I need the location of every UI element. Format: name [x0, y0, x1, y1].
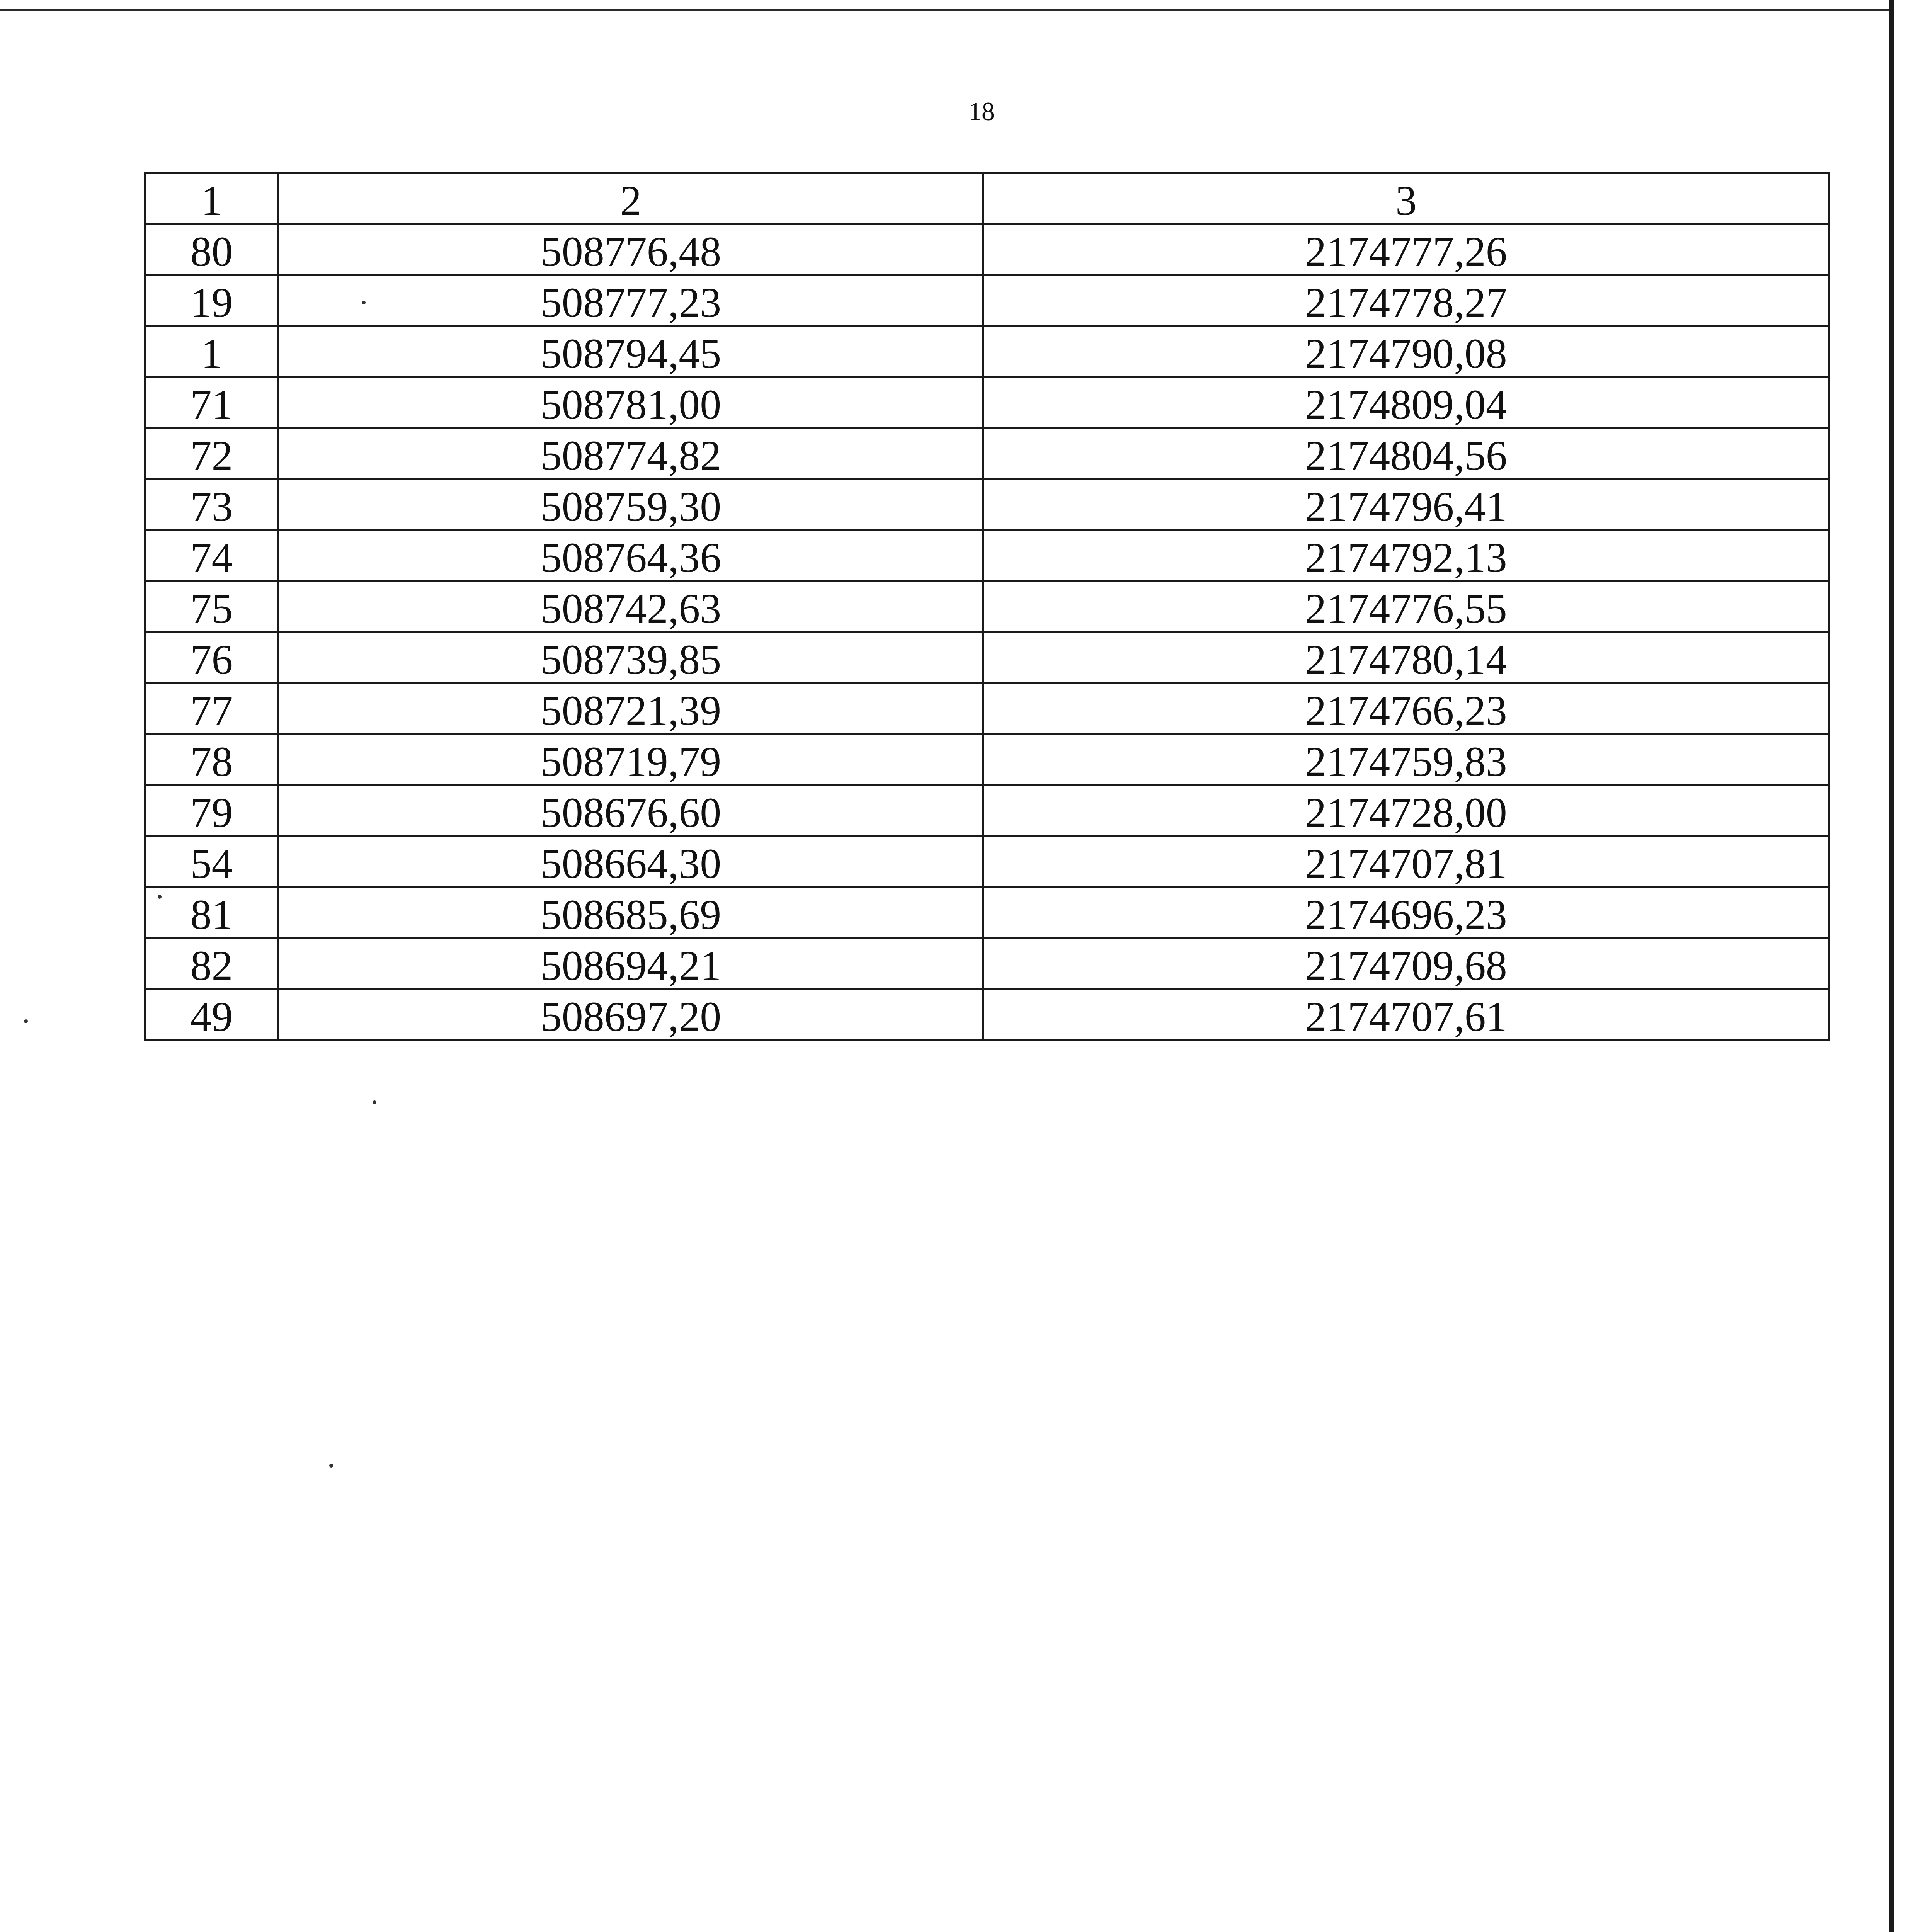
- table-row: [145, 786, 1829, 837]
- point-number-cell: 77: [145, 684, 279, 735]
- y-coordinate-cell: 2174759,83: [984, 735, 1829, 786]
- y-coordinate-cell: 2174804,56: [984, 429, 1829, 480]
- y-coordinate-cell: 2174707,81: [984, 837, 1829, 888]
- point-number-cell: 1: [145, 327, 279, 378]
- x-coordinate-cell: 508742,63: [279, 582, 984, 633]
- y-coordinate-cell: 2174778,27: [984, 276, 1829, 327]
- table-row: [145, 735, 1829, 786]
- header-cell-2: 2: [279, 173, 984, 224]
- y-coordinate-cell: 2174728,00: [984, 786, 1829, 837]
- point-number-cell: 19: [145, 276, 279, 327]
- table-row: [145, 480, 1829, 531]
- table-row: [145, 990, 1829, 1041]
- point-number-cell: 78: [145, 735, 279, 786]
- x-coordinate-cell: 508776,48: [279, 224, 984, 276]
- table-row: [145, 837, 1829, 888]
- x-coordinate-cell: 508694,21: [279, 939, 984, 990]
- scan-speck: [373, 1100, 376, 1104]
- x-coordinate-cell: 508764,36: [279, 531, 984, 582]
- table-row: [145, 582, 1829, 633]
- x-coordinate-cell: 508697,20: [279, 990, 984, 1041]
- y-coordinate-cell: 2174696,23: [984, 888, 1829, 939]
- table-row: [145, 939, 1829, 990]
- table-row: [145, 224, 1829, 276]
- coordinates-table: [144, 172, 1830, 1041]
- point-number-cell: 72: [145, 429, 279, 480]
- point-number-cell: 49: [145, 990, 279, 1041]
- point-number-cell: 76: [145, 633, 279, 684]
- table-body: [145, 173, 1829, 1041]
- point-number-cell: 74: [145, 531, 279, 582]
- x-coordinate-cell: 508719,79: [279, 735, 984, 786]
- table-row: [145, 378, 1829, 429]
- y-coordinate-cell: 2174809,04: [984, 378, 1829, 429]
- top-edge-rule: [0, 9, 1894, 11]
- right-edge-border: [1889, 0, 1894, 1932]
- y-coordinate-cell: 2174776,55: [984, 582, 1829, 633]
- scan-speck: [158, 895, 162, 899]
- x-coordinate-cell: 508777,23: [279, 276, 984, 327]
- point-number-cell: 81: [145, 888, 279, 939]
- x-coordinate-cell: 508664,30: [279, 837, 984, 888]
- x-coordinate-cell: 508794,45: [279, 327, 984, 378]
- y-coordinate-cell: 2174707,61: [984, 990, 1829, 1041]
- header-cell-1: 1: [145, 173, 279, 224]
- table-row: [145, 429, 1829, 480]
- x-coordinate-cell: 508739,85: [279, 633, 984, 684]
- table-row: [145, 327, 1829, 378]
- point-number-cell: 71: [145, 378, 279, 429]
- table-row: [145, 888, 1829, 939]
- scan-speck: [329, 1464, 333, 1468]
- point-number-cell: 79: [145, 786, 279, 837]
- y-coordinate-cell: 2174792,13: [984, 531, 1829, 582]
- table-row: [145, 531, 1829, 582]
- y-coordinate-cell: 2174796,41: [984, 480, 1829, 531]
- table-row: [145, 276, 1829, 327]
- y-coordinate-cell: 2174766,23: [984, 684, 1829, 735]
- x-coordinate-cell: 508774,82: [279, 429, 984, 480]
- header-cell-3: 3: [984, 173, 1829, 224]
- page-number: 18: [968, 97, 995, 126]
- point-number-cell: 75: [145, 582, 279, 633]
- x-coordinate-cell: 508759,30: [279, 480, 984, 531]
- y-coordinate-cell: 2174790,08: [984, 327, 1829, 378]
- table-row: [145, 633, 1829, 684]
- point-number-cell: 54: [145, 837, 279, 888]
- scan-speck: [24, 1019, 28, 1023]
- x-coordinate-cell: 508781,00: [279, 378, 984, 429]
- point-number-cell: 80: [145, 224, 279, 276]
- x-coordinate-cell: 508676,60: [279, 786, 984, 837]
- y-coordinate-cell: 2174777,26: [984, 224, 1829, 276]
- y-coordinate-cell: 2174780,14: [984, 633, 1829, 684]
- point-number-cell: 73: [145, 480, 279, 531]
- scan-speck: [362, 301, 366, 304]
- table-header-row: [145, 173, 1829, 224]
- table-row: [145, 684, 1829, 735]
- point-number-cell: 82: [145, 939, 279, 990]
- x-coordinate-cell: 508721,39: [279, 684, 984, 735]
- y-coordinate-cell: 2174709,68: [984, 939, 1829, 990]
- x-coordinate-cell: 508685,69: [279, 888, 984, 939]
